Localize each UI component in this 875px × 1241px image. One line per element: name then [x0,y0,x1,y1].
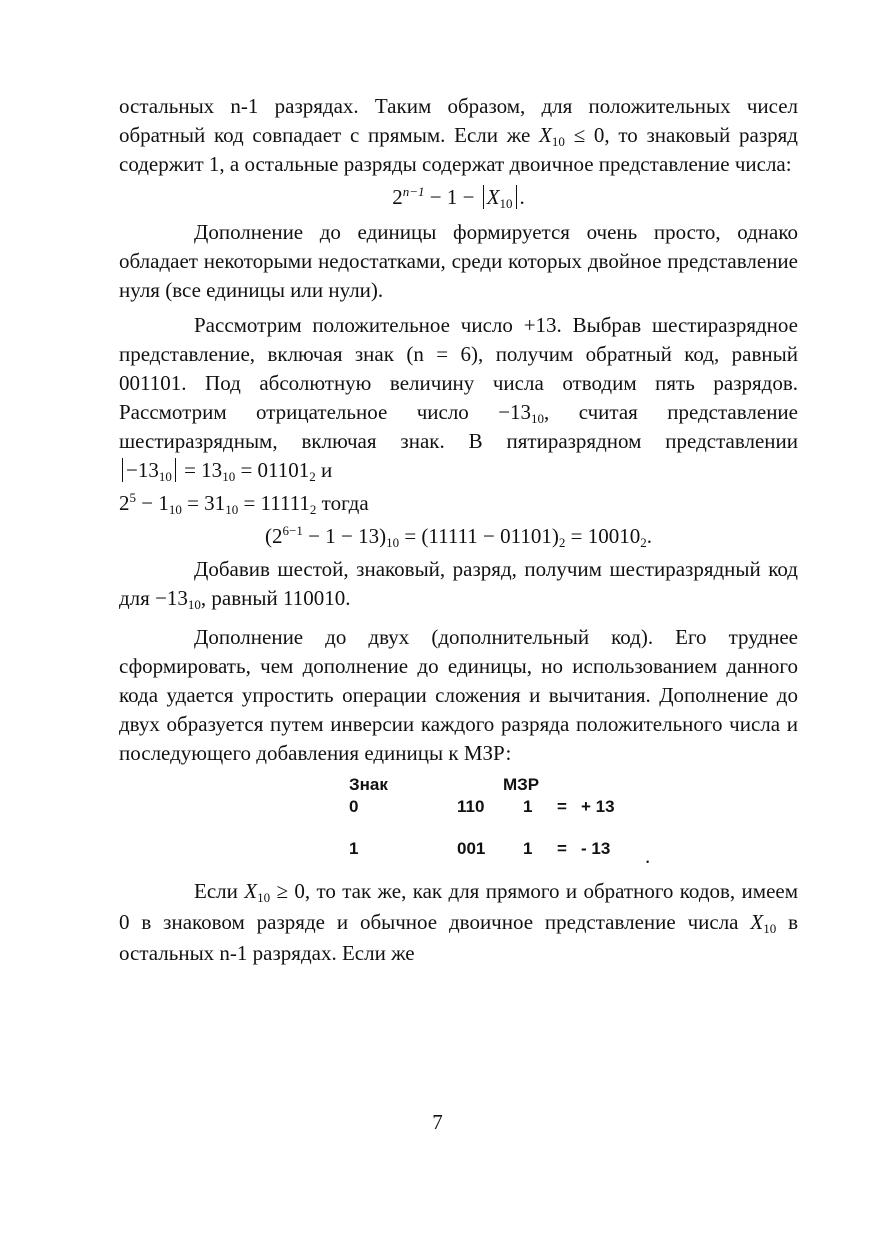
row2-lsb: 1 [523,839,533,858]
abs-sub: 10 [158,469,172,484]
row1-bits: 110 [457,797,485,816]
f1-base: 2 [392,185,403,209]
para3-text-3: и [315,458,333,482]
f1-abs [483,185,517,209]
f1-sub: 10 [499,196,513,211]
para6-text-3: в остальных n-1 разрядах. Если же [119,910,799,965]
line-two-pow [119,489,798,518]
para6-text-1: Если [194,879,245,903]
paragraph-4 [119,555,798,613]
row1-lsb: 1 [523,797,533,816]
tp-c: = 11111 [238,491,310,515]
f2-mid: − 1 − 13) [302,524,387,548]
f1-end: . [519,185,525,209]
eq1: = 13 [178,458,223,482]
row1-val: + 13 [581,797,615,816]
row1-sign: 0 [349,797,359,816]
f2-open: (2 [265,524,283,548]
eq2-sub: 2 [309,469,316,484]
page-body [119,92,798,969]
para4-text-1: Добавив шестой, знаковый, разряд, получим шестиразрядный код для [119,557,798,610]
row2-eq: = [557,839,567,858]
table-dot: . [645,844,651,868]
tp-a: − 1 [136,491,169,515]
para3-text-1: Рассмотрим положительное число +13. Выбрав шестиразрядное представление, включая знак (n = 6), получим обратный код, равный 001101. Под абсолютную величину числа отводим пять разрядов. Рассмотрим отрицательное число [119,313,798,424]
f1-mid: − 1 − [424,185,480,209]
para6-sub2: 10 [763,921,777,936]
tp-base: 2 [119,491,130,515]
f1-var: X [486,185,500,209]
paragraph-2: Дополнение до единицы формируется очень просто, однако обладает некоторыми недостатками, среди которых двойное представление нуля (все единицы или нули). [119,220,798,302]
f2-eq: = (11111 − 01101) [399,524,559,548]
para4-text-2: , равный 110010. [200,586,351,610]
tp-a-sub: 10 [168,502,182,517]
para6-var2: X [750,910,764,934]
para1-text-2: , то знаковый разряд содержит 1, а остальные разряды содержат двоичное представление числа: [119,123,798,176]
sub-10: 10 [551,134,565,149]
tp-c-sub: 2 [309,502,317,517]
tp-b: = 31 [181,491,226,515]
row2-bits: 001 [457,839,486,858]
para4-num: −13 [155,586,188,610]
f2-res: = 10010 [565,524,641,548]
f2-sub1: 10 [386,535,400,550]
tp-exp: 5 [129,490,136,505]
var-x: X [539,123,552,147]
paragraph-6 [119,876,798,969]
num-minus13: −13 [498,400,532,424]
para6-sub: 10 [257,890,271,905]
abs-num: −13 [126,458,159,482]
sub-10: 10 [531,411,545,426]
tp-b-sub: 10 [225,502,239,517]
f2-end: . [646,524,652,548]
twos-complement-table [119,774,798,870]
f2-sub2: 2 [558,535,566,550]
eq1-sub: 10 [222,469,236,484]
paragraph-1 [119,92,798,179]
inline-math-minus13 [498,400,544,424]
inline-math-x10 [539,123,604,147]
f2-sub3: 2 [640,535,647,550]
para6-op: ≥ 0 [270,879,305,903]
formula-1 [119,183,798,212]
formula-2 [119,522,798,551]
paragraph-3 [119,311,798,485]
para1-text-1: остальных n-1 разрядах. Таким образом, для положительных чисел обратный код совпадает с прямым. Если же [119,94,798,147]
abs-bars [122,458,176,482]
row2-val: - 13 [581,839,611,858]
para6-var: X [244,879,258,903]
eq2: = 01101 [235,458,310,482]
page-number: 7 [432,1110,443,1134]
f2-exp: 6−1 [282,523,303,538]
para4-sub: 10 [187,597,201,612]
para6-text-2: , то так же, как для прямого и обратного кодов, имеем 0 в знаковом разряде и обычное двоичное представление числа [119,879,798,934]
paragraph-5: Дополнение до двух (дополнительный код). Его труднее сформировать, чем дополнение до единицы, но использованием данного кода удается упростить операции сложения и вычитания. Дополнение до двух образуется путем инверсии каждого разряда положительного числа и последующего добавления единицы к МЗР: [119,625,798,765]
inline-math-abs [119,458,316,482]
header-lsb: МЗР [503,775,540,794]
tp-text: тогда [316,491,369,515]
row1-eq: = [557,797,567,816]
op-le-zero: ≤ 0 [564,123,605,147]
row2-sign: 1 [349,839,359,858]
header-sign: Знак [349,775,388,794]
f1-exp: n−1 [402,184,425,199]
para3-text-2: , считая представление шестиразрядным, включая знак. В пятиразрядном представлении [119,400,798,453]
